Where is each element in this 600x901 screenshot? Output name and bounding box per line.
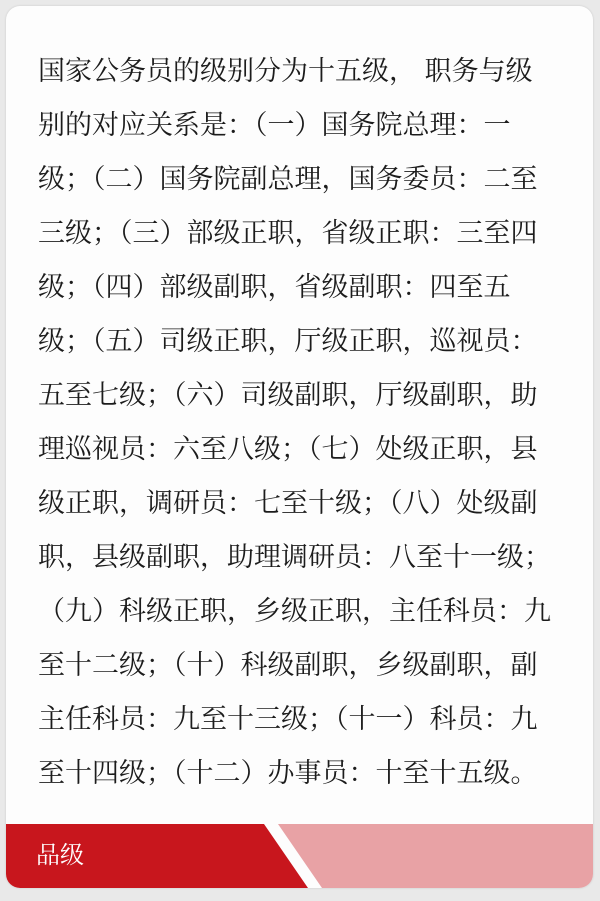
- article-line: 级；（五）司级正职，厅级正职，巡视员：: [38, 326, 538, 357]
- article-line: 职，县级副职，助理调研员：八至十一级；: [38, 542, 551, 573]
- banner-shape: [6, 824, 593, 888]
- article-line: 级；（四）部级副职，省级副职：四至五: [38, 272, 511, 303]
- banner-label: 品级: [36, 841, 84, 869]
- article-line: 至十四级；（十二）办事员：十至十五级。: [38, 758, 538, 789]
- article-line: 级；（二）国务院副总理，国务委员：二至: [38, 164, 538, 195]
- article-line: 国家公务员的级别分为十五级， 职务与级: [38, 56, 533, 87]
- article-line: 三级；（三）部级正职，省级正职：三至四: [38, 218, 538, 249]
- article-card: [6, 6, 593, 888]
- article-body: [38, 45, 582, 801]
- article-line: 至十二级；（十）科级副职，乡级副职，副: [38, 650, 538, 681]
- article-line: 级正职，调研员：七至十级；（八）处级副: [38, 488, 538, 519]
- article-line: 五至七级；（六）司级副职，厅级副职，助: [38, 380, 538, 411]
- article-line: （九）科级正职，乡级正职，主任科员：九: [38, 596, 551, 627]
- article-line: 理巡视员：六至八级；（七）处级正职，县: [38, 434, 538, 465]
- article-line: 别的对应关系是：（一）国务院总理：一: [38, 110, 511, 141]
- banner-secondary-band: [278, 824, 593, 888]
- section-banner: [6, 824, 593, 888]
- article-line: 主任科员：九至十三级；（十一）科员：九: [38, 704, 538, 735]
